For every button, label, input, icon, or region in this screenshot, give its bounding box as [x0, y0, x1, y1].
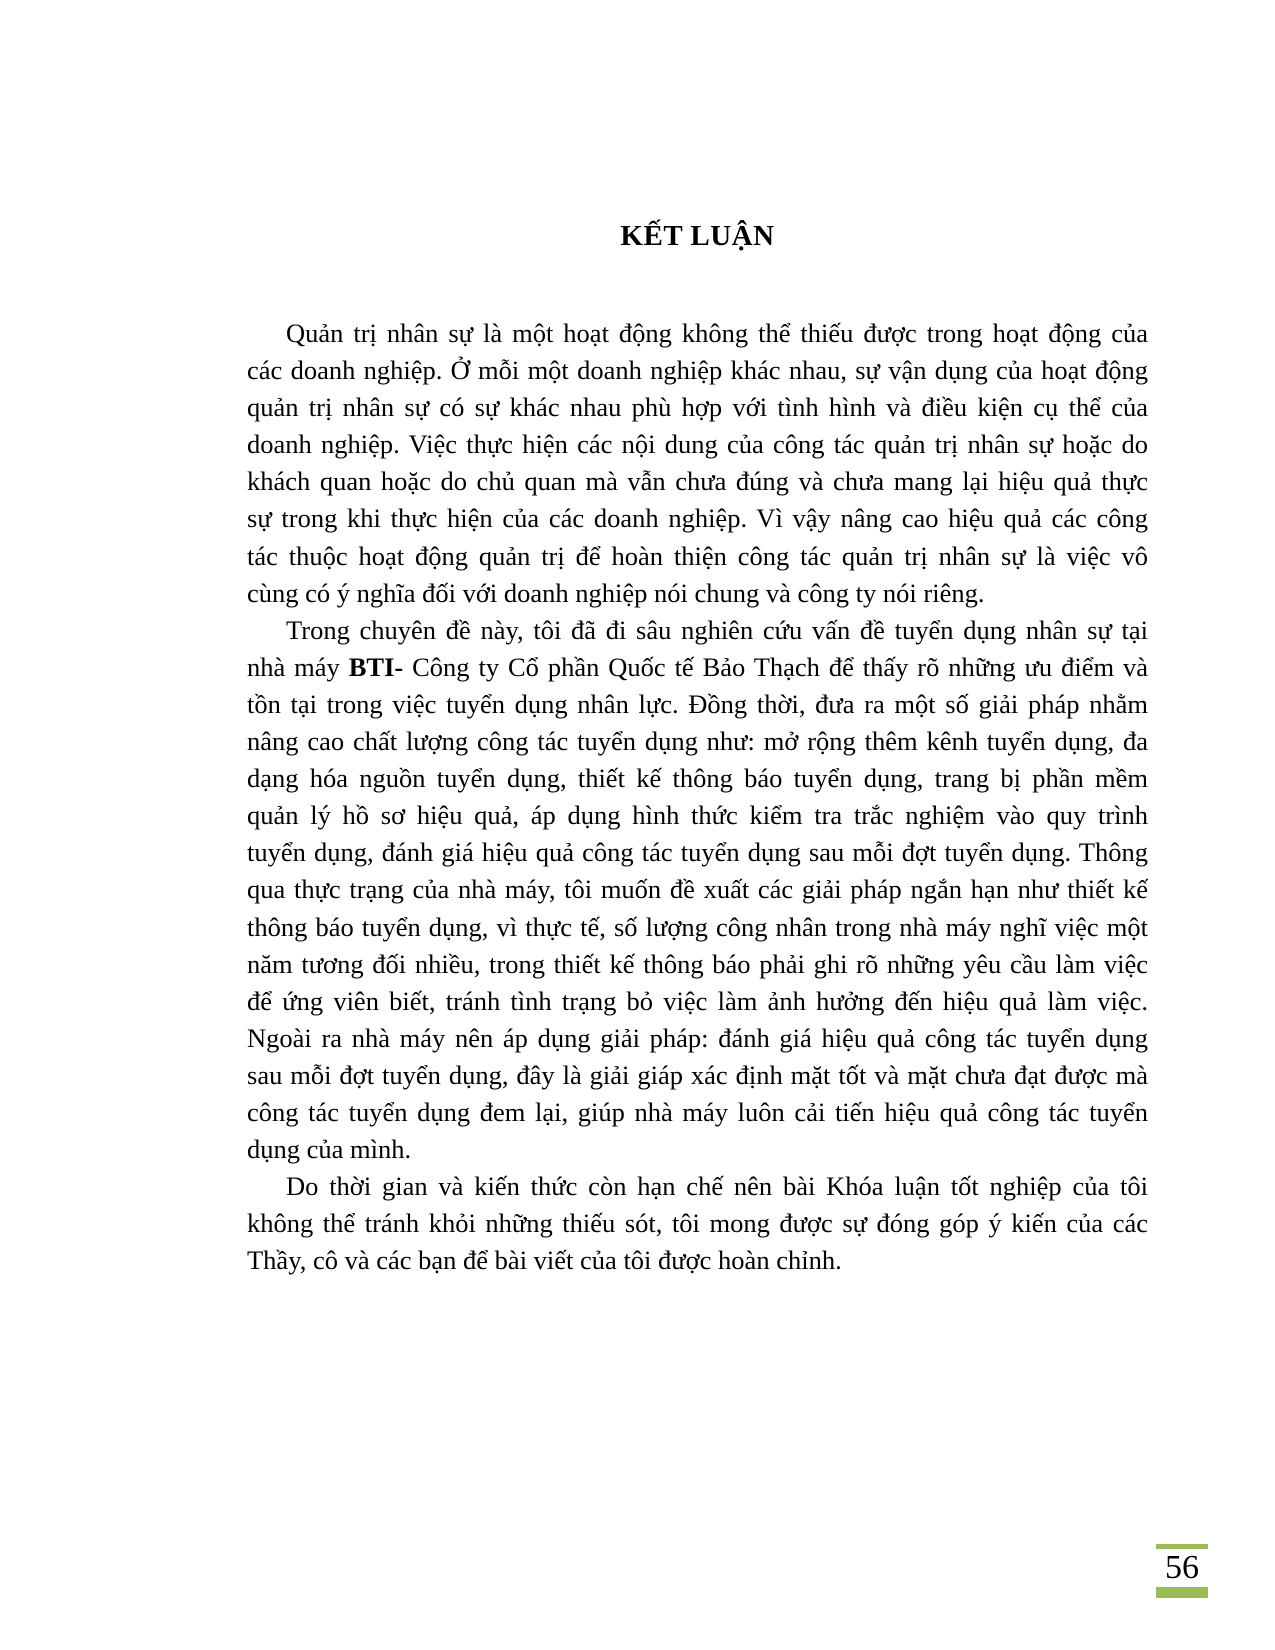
text-line: doanh nghiệp. Việc thực hiện các nội dung của công tác quản trị nhân sự hoặc do	[247, 429, 1148, 460]
text-line: sự trong khi thực hiện của các doanh nghiệp. Vì vậy nâng cao hiệu quả các công	[247, 503, 1148, 534]
text-line: dạng hóa nguồn tuyển dụng, thiết kế thông báo tuyển dụng, trang bị phần mềm	[247, 763, 1148, 794]
text-line: dụng của mình.	[247, 1134, 412, 1165]
text-line: nhà máy BTI- Công ty Cổ phần Quốc tế Bảo Thạch để thấy rõ những ưu điểm và	[247, 651, 1148, 682]
bold-run: BTI-	[348, 651, 404, 682]
text-line: thông báo tuyển dụng, vì thực tế, số lượng công nhân trong nhà máy nghĩ việc một	[247, 911, 1148, 942]
text-line: quản lý hồ sơ hiệu quả, áp dụng hình thức kiểm tra trắc nghiệm vào quy trình	[247, 800, 1148, 831]
page-number: 56	[1165, 1549, 1199, 1586]
text-line: qua thực trạng của nhà máy, tôi muốn đề xuất các giải pháp ngắn hạn như thiết kế	[247, 874, 1148, 905]
text-line: nâng cao chất lượng công tác tuyển dụng như: mở rộng thêm kênh tuyển dụng, đa	[247, 726, 1148, 757]
paragraph	[247, 315, 1148, 612]
text-line: Do thời gian và kiến thức còn hạn chế nên bài Khóa luận tốt nghiệp của tôi	[286, 1171, 1148, 1202]
text-line: năm tương đối nhiều, trong thiết kế thông báo phải ghi rõ những yêu cầu làm việc	[247, 948, 1148, 979]
text-line: Quản trị nhân sự là một hoạt động không thể thiếu được trong hoạt động của	[286, 318, 1148, 348]
text-line: để ứng viên biết, tránh tình trạng bỏ việc làm ảnh hưởng đến hiệu quả làm việc.	[247, 985, 1148, 1016]
text-line: Thầy, cô và các bạn để bài viết của tôi được hoàn chỉnh.	[247, 1245, 842, 1276]
text-line: không thể tránh khỏi những thiếu sót, tôi mong được sự đóng góp ý kiến của các	[247, 1208, 1148, 1239]
text-line: tồn tại trong việc tuyển dụng nhân lực. Đồng thời, đưa ra một số giải pháp nhằm	[247, 688, 1148, 719]
text-line: tác thuộc hoạt động quản trị để hoàn thiện công tác quản trị nhân sự là việc vô	[247, 540, 1148, 571]
text-line: công tác tuyển dụng đem lại, giúp nhà máy luôn cải tiến hiệu quả công tác tuyển	[247, 1096, 1148, 1127]
paragraph	[247, 1168, 1148, 1279]
page-title: KẾT LUẬN	[620, 220, 775, 252]
text-line: tuyển dụng, đánh giá hiệu quả công tác tuyển dụng sau mỗi đợt tuyển dụng. Thông	[247, 837, 1148, 868]
text-line: các doanh nghiệp. Ở mỗi một doanh nghiệp khác nhau, sự vận dụng của hoạt động	[247, 355, 1148, 386]
text-line: sau mỗi đợt tuyển dụng, đây là giải giáp xác định mặt tốt và mặt chưa đạt được mà	[247, 1059, 1148, 1090]
text-line: Trong chuyên đề này, tôi đã đi sâu nghiên cứu vấn đề tuyển dụng nhân sự tại	[286, 614, 1148, 645]
footer-rule-bottom	[1156, 1587, 1208, 1598]
text-line: quản trị nhân sự có sự khác nhau phù hợp với tình hình và điều kiện cụ thể của	[247, 392, 1148, 423]
text-line: khách quan hoặc do chủ quan mà vẫn chưa đúng và chưa mang lại hiệu quả thực	[247, 466, 1148, 497]
text-line: Ngoài ra nhà máy nên áp dụng giải pháp: đánh giá hiệu quả công tác tuyển dụng	[247, 1022, 1148, 1053]
paragraph	[247, 612, 1148, 1168]
text-line: cùng có ý nghĩa đối với doanh nghiệp nói chung và công ty nói riêng.	[247, 577, 985, 608]
body-text	[247, 315, 1148, 1279]
